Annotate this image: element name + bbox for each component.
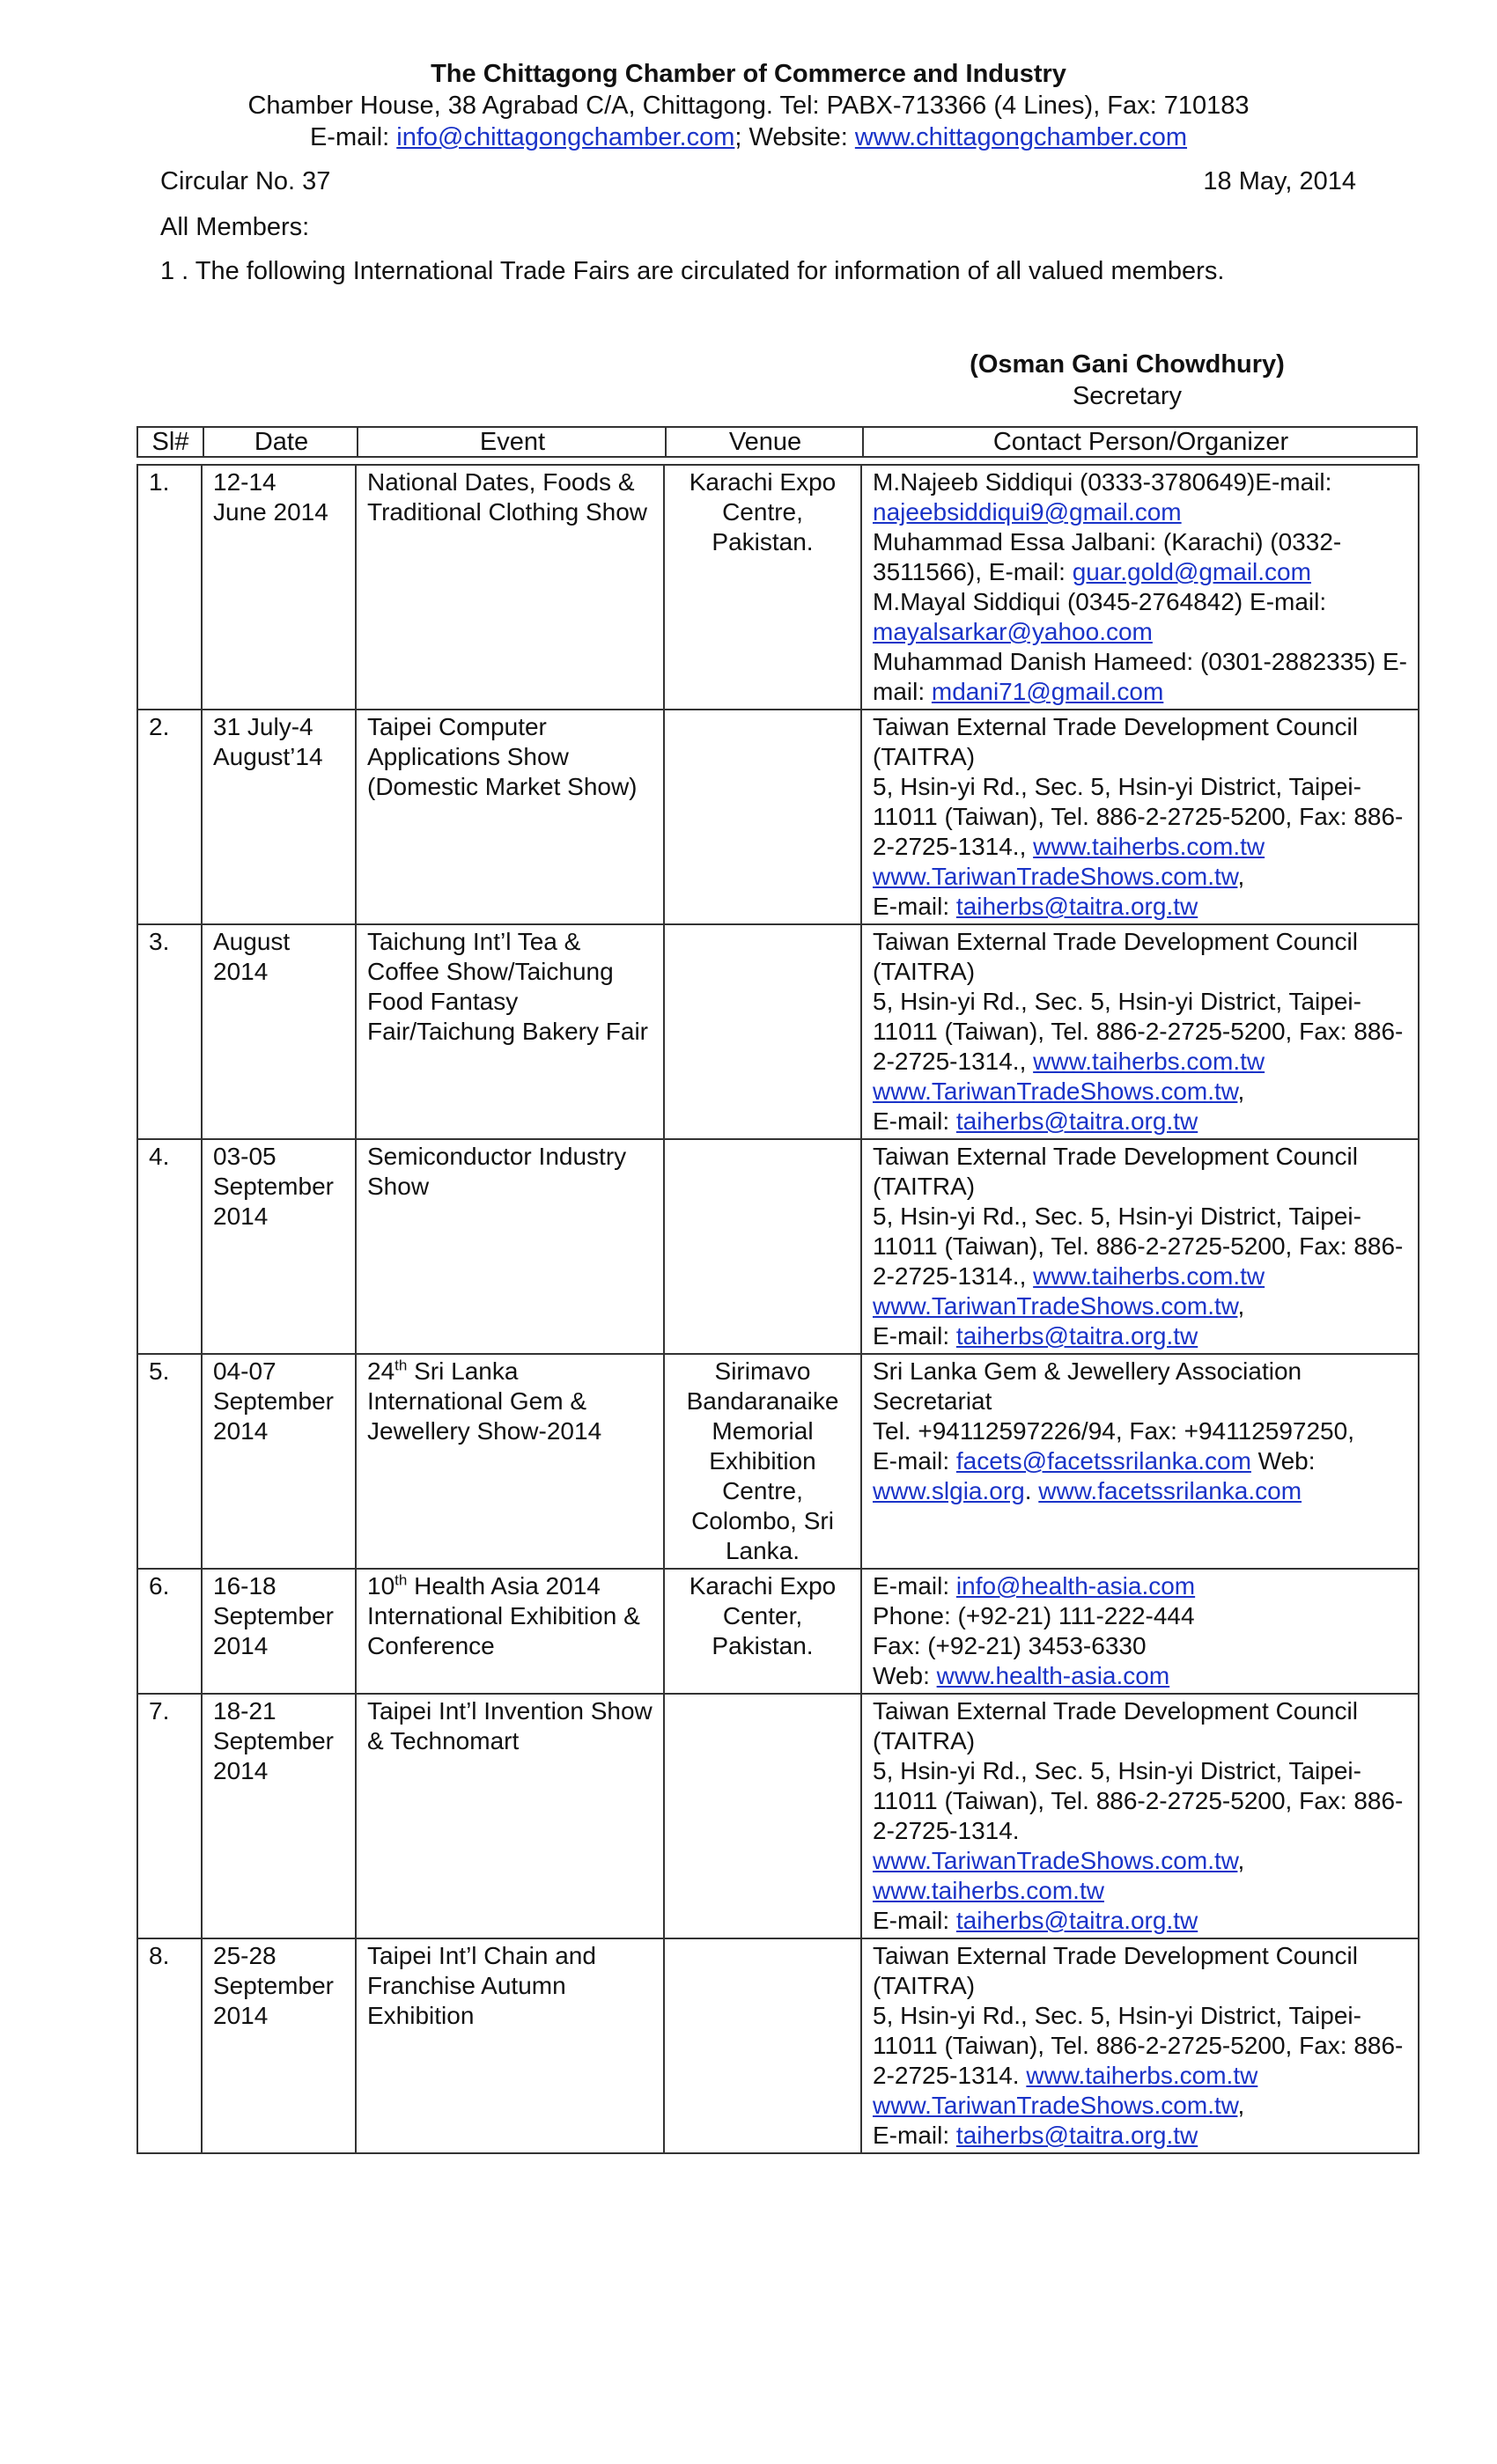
contact-link[interactable]: www.taiherbs.com.tw (1026, 2062, 1258, 2089)
contact-text: E-mail: (1255, 468, 1332, 496)
contact-link[interactable]: taiherbs@taitra.org.tw (955, 893, 1198, 920)
date-line: 2014 (213, 1757, 269, 1784)
contact-text: Muhammad Essa Jalbani: (Karachi) (0332-3511566), E-mail: (873, 528, 1342, 585)
cell-date (202, 1354, 356, 1569)
contact-text: Tel. +94112597226/94, Fax: +94112597250, (873, 1417, 1354, 1445)
contact-text: Taiwan External Trade Development Council (TAITRA) (873, 1942, 1358, 1999)
table-header-row (136, 426, 1418, 458)
cell-sl: 3. (137, 924, 202, 1139)
contact-link[interactable]: mayalsarkar@yahoo.com (873, 618, 1153, 645)
contact-link[interactable]: www.taiherbs.com.tw (1033, 833, 1265, 860)
contact-link[interactable]: facets@facetssrilanka.com (955, 1447, 1251, 1475)
date-line: 03-05 (213, 1143, 277, 1170)
cell-sl: 6. (137, 1569, 202, 1694)
event-name: Sri Lanka International Gem & Jewellery Show-2014 (367, 1357, 602, 1445)
contact-text: Sri Lanka Gem & Jewellery Association Secretariat (873, 1357, 1302, 1415)
cell-event: Taipei Int’l Invention Show & Technomart (356, 1694, 664, 1938)
cell-event: Taichung Int’l Tea & Coffee Show/Taichung Food Fantasy Fair/Taichung Bakery Fair (356, 924, 664, 1139)
contact-text: , (1237, 1292, 1245, 1320)
contact-link[interactable]: www.TariwanTradeShows.com.tw (873, 2092, 1238, 2119)
contact-text: Taiwan External Trade Development Council (TAITRA) (873, 1143, 1358, 1200)
cell-venue: Sirimavo Bandaranaike Memorial Exhibition Centre, Colombo, Sri Lanka. (664, 1354, 861, 1569)
contact-text: Taiwan External Trade Development Council (TAITRA) (873, 713, 1358, 770)
cell-contact (861, 1694, 1419, 1938)
circular-number: Circular No. 37 (160, 167, 331, 195)
header-event: Event (357, 428, 667, 456)
cell-contact (861, 1569, 1419, 1694)
cell-venue (664, 924, 861, 1139)
cell-date (202, 1139, 356, 1354)
cell-event: National Dates, Foods & Traditional Clothing Show (356, 465, 664, 710)
cell-date (202, 1938, 356, 2153)
contact-text: 5, Hsin-yi Rd., Sec. 5, Hsin-yi District, Taipei-11011 (Taiwan), Tel. 886-2-2725-5200, Fax: 886-2-2725-1314., (873, 773, 1404, 860)
date-line: June 2014 (213, 498, 328, 526)
org-email-link[interactable]: info@chittagongchamber.com (396, 123, 735, 151)
table-row (137, 465, 1419, 710)
contact-text: E-mail: (873, 1572, 956, 1600)
cell-event (356, 1569, 664, 1694)
contact-text: M.Mayal Siddiqui (0345-2764842) E-mail: (873, 588, 1327, 615)
header-contact: Contact Person/Organizer (862, 428, 1418, 456)
contact-text: 5, Hsin-yi Rd., Sec. 5, Hsin-yi District, Taipei-11011 (Taiwan), Tel. 886-2-2725-5200, Fax: 886-2-2725-1314., (873, 988, 1404, 1075)
contact-text: 5, Hsin-yi Rd., Sec. 5, Hsin-yi District, Taipei-11011 (Taiwan), Tel. 886-2-2725-5200, Fax: 886-2-2725-1314., (873, 1203, 1404, 1290)
circular-date: 18 May, 2014 (1203, 167, 1356, 195)
cell-date (202, 710, 356, 924)
contact-text: , (1237, 1078, 1245, 1105)
table-row (137, 1694, 1419, 1938)
cell-contact (861, 1938, 1419, 2153)
cell-contact (861, 1139, 1419, 1354)
contact-text: E-mail: (873, 1907, 956, 1934)
contact-text: 5, Hsin-yi Rd., Sec. 5, Hsin-yi District, Taipei-11011 (Taiwan), Tel. 886-2-2725-5200, Fax: 886-2-2725-1314. (873, 1757, 1404, 1844)
contact-text: E-mail: (873, 2122, 956, 2149)
cell-sl: 2. (137, 710, 202, 924)
cell-venue (664, 1139, 861, 1354)
cell-date (202, 1569, 356, 1694)
contact-link[interactable]: taiherbs@taitra.org.tw (955, 1907, 1198, 1934)
cell-venue (664, 710, 861, 924)
website-label: ; Website: (734, 123, 855, 151)
cell-sl: 4. (137, 1139, 202, 1354)
cell-event: Semiconductor Industry Show (356, 1139, 664, 1354)
signatory-name: (Osman Gani Chowdhury) (970, 350, 1285, 379)
cell-date (202, 1694, 356, 1938)
cell-sl: 1. (137, 465, 202, 710)
contact-link[interactable]: taiherbs@taitra.org.tw (955, 1107, 1198, 1135)
org-contact-line (0, 121, 1497, 153)
date-line: September (213, 1727, 334, 1754)
cell-contact (861, 465, 1419, 710)
table-row (137, 710, 1419, 924)
date-line: August (213, 928, 291, 955)
cell-sl: 8. (137, 1938, 202, 2153)
contact-text: Phone: (+92-21) 111-222-444 (873, 1602, 1195, 1629)
event-ordinal-number: 10 (367, 1572, 395, 1600)
cell-venue (664, 1938, 861, 2153)
cell-sl: 5. (137, 1354, 202, 1569)
event-ordinal-suffix: th (395, 1357, 408, 1374)
cell-date (202, 465, 356, 710)
trade-fairs-table-body (137, 465, 1419, 2153)
contact-link[interactable]: www.TariwanTradeShows.com.tw (873, 863, 1238, 890)
date-line: September (213, 1972, 334, 1999)
salutation: All Members: (160, 213, 310, 241)
cell-venue: Karachi Expo Center, Pakistan. (664, 1569, 861, 1694)
org-website-link[interactable]: www.chittagongchamber.com (854, 123, 1188, 151)
contact-text: M.Najeeb Siddiqui (0333-3780649) (873, 468, 1256, 496)
table-row (137, 1938, 1419, 2153)
contact-text: E-mail: (873, 1322, 956, 1350)
header-venue: Venue (665, 428, 864, 456)
cell-contact (861, 710, 1419, 924)
contact-link[interactable]: www.slgia.org (873, 1477, 1025, 1504)
contact-text: E-mail: (873, 893, 956, 920)
header-date: Date (203, 428, 358, 456)
contact-link[interactable]: taiherbs@taitra.org.tw (955, 1322, 1198, 1350)
contact-text: E-mail: (873, 1447, 956, 1475)
contact-link[interactable]: www.taiherbs.com.tw (1033, 1048, 1265, 1075)
date-line: 2014 (213, 1203, 269, 1230)
date-line: 25-28 (213, 1942, 277, 1969)
contact-link[interactable]: www.TariwanTradeShows.com.tw (873, 1847, 1238, 1874)
cell-contact (861, 1354, 1419, 1569)
date-line: September (213, 1173, 334, 1200)
contact-link[interactable]: www.taiherbs.com.tw (1033, 1262, 1265, 1290)
date-line: September (213, 1602, 334, 1629)
cell-event: Taipei Computer Applications Show (Domestic Market Show) (356, 710, 664, 924)
contact-link[interactable]: taiherbs@taitra.org.tw (955, 2122, 1198, 2149)
contact-link[interactable]: mdani71@gmail.com (931, 678, 1164, 705)
contact-text: E-mail: (873, 1107, 956, 1135)
org-name: The Chittagong Chamber of Commerce and Industry (431, 60, 1066, 88)
contact-text: , (1237, 1847, 1245, 1874)
cell-sl: 7. (137, 1694, 202, 1938)
contact-link[interactable]: info@health-asia.com (955, 1572, 1196, 1600)
contact-link[interactable]: www.facetssrilanka.com (1038, 1477, 1302, 1504)
contact-link[interactable]: www.TariwanTradeShows.com.tw (873, 1292, 1238, 1320)
date-line: 16-18 (213, 1572, 277, 1600)
contact-link[interactable]: www.TariwanTradeShows.com.tw (873, 1078, 1238, 1105)
date-line: 2014 (213, 1632, 269, 1659)
intro-paragraph: 1 . The following International Trade Fairs are circulated for information of all valued members. (160, 257, 1225, 285)
contact-text: Taiwan External Trade Development Council (TAITRA) (873, 1697, 1358, 1754)
signatory-title: Secretary (1072, 382, 1183, 410)
cell-venue: Karachi Expo Centre, Pakistan. (664, 465, 861, 710)
org-address: Chamber House, 38 Agrabad C/A, Chittagong. Tel: PABX-713366 (4 Lines), Fax: 710183 (247, 92, 1250, 120)
contact-text: Web: (873, 1662, 937, 1689)
contact-link[interactable]: www.health-asia.com (936, 1662, 1170, 1689)
contact-text: , (1237, 863, 1245, 890)
cell-contact (861, 924, 1419, 1139)
date-line: August’14 (213, 743, 323, 770)
trade-fairs-table (136, 464, 1420, 2154)
date-line: 18-21 (213, 1697, 277, 1725)
contact-link[interactable]: www.taiherbs.com.tw (873, 1877, 1104, 1904)
contact-text: Taiwan External Trade Development Council (TAITRA) (873, 928, 1358, 985)
header-sl: Sl# (151, 428, 189, 456)
date-line: September (213, 1387, 334, 1415)
contact-text: Fax: (+92-21) 3453-6330 (873, 1632, 1147, 1659)
date-line: 2014 (213, 2002, 269, 2029)
contact-text: . (1024, 1477, 1039, 1504)
cell-event: Taipei Int’l Chain and Franchise Autumn Exhibition (356, 1938, 664, 2153)
cell-venue (664, 1694, 861, 1938)
date-line: 2014 (213, 958, 269, 985)
contact-text: Web: (1250, 1447, 1316, 1475)
date-line: 04-07 (213, 1357, 277, 1385)
event-ordinal-suffix: th (395, 1571, 408, 1589)
cell-date (202, 924, 356, 1139)
email-label: E-mail: (309, 123, 397, 151)
contact-text: Muhammad Danish Hameed: (0301-2882335) E-mail: (873, 648, 1407, 705)
table-row (137, 924, 1419, 1139)
contact-link[interactable]: najeebsiddiqui9@gmail.com (873, 498, 1182, 526)
date-line: 12-14 (213, 468, 277, 496)
date-line: 31 July-4 (213, 713, 313, 740)
event-ordinal-number: 24 (367, 1357, 395, 1385)
table-row (137, 1139, 1419, 1354)
contact-text: 5, Hsin-yi Rd., Sec. 5, Hsin-yi District, Taipei-11011 (Taiwan), Tel. 886-2-2725-5200, Fax: 886-2-2725-1314. (873, 2002, 1404, 2089)
date-line: 2014 (213, 1417, 269, 1445)
table-row (137, 1569, 1419, 1694)
table-row (137, 1354, 1419, 1569)
contact-link[interactable]: guar.gold@gmail.com (1072, 558, 1311, 585)
event-name: Health Asia 2014 International Exhibition & Conference (367, 1572, 640, 1659)
contact-text: , (1237, 2092, 1245, 2119)
cell-event (356, 1354, 664, 1569)
